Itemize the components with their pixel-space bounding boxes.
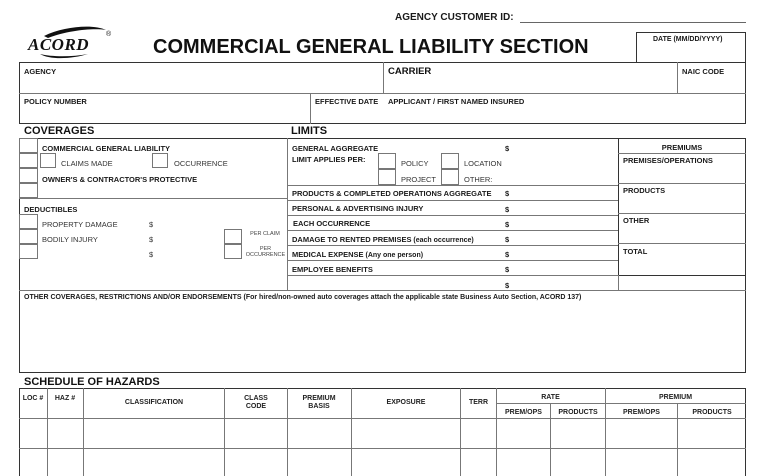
naic-code-input[interactable]	[680, 77, 743, 91]
premiums-title: PREMIUMS	[661, 143, 703, 152]
row2-terr-input[interactable]	[463, 452, 494, 474]
damage-rented-label: DAMAGE TO RENTED PREMISES (each occurrence)	[292, 235, 474, 244]
row2-loc-input[interactable]	[21, 452, 45, 474]
each-occurrence-dollar: $	[505, 220, 510, 229]
date-input[interactable]	[641, 46, 741, 60]
other-coverages-label: OTHER COVERAGES, RESTRICTIONS AND/OR ENDORSEMENTS (For hired/non-owned auto coverages attach the applicable state Business Auto Section, ACORD 137)	[24, 294, 582, 301]
agency-customer-id-input[interactable]	[520, 9, 746, 23]
date-box	[636, 32, 746, 63]
page-title: COMMERCIAL GENERAL LIABILITY SECTION	[153, 36, 589, 58]
premises-operations-label: PREMISES/OPERATIONS	[623, 156, 713, 165]
policy-number-label: POLICY NUMBER	[24, 97, 87, 106]
extra-limit-input[interactable]	[512, 278, 616, 290]
each-occurrence-label: EACH OCCURRENCE	[293, 219, 371, 228]
col-class-code: CLASS CODE	[244, 395, 268, 410]
row1-premium-prem-ops-input[interactable]	[608, 422, 675, 444]
schedule-of-hazards-title: SCHEDULE OF HAZARDS	[24, 376, 160, 388]
ocp-label: OWNER'S & CONTRACTOR'S PROTECTIVE	[42, 175, 198, 184]
other-coverages-textarea[interactable]	[23, 305, 743, 369]
carrier-label: CARRIER	[388, 66, 432, 77]
extra-limit-label-input[interactable]	[290, 278, 500, 290]
employee-benefits-dollar: $	[505, 265, 510, 274]
location-checkbox[interactable]	[441, 153, 459, 169]
cgl-sub-checkbox[interactable]	[19, 153, 38, 168]
products-completed-dollar: $	[505, 189, 510, 198]
deductible-other-amount-input[interactable]	[156, 247, 218, 259]
employee-benefits-label: EMPLOYEE BENEFITS	[292, 265, 373, 274]
effective-date-label: EFFECTIVE DATE	[315, 97, 379, 106]
col-premium-products: PRODUCTS	[692, 409, 732, 416]
per-claim-checkbox[interactable]	[224, 229, 242, 244]
col-rate-prem-ops: PREM/OPS	[505, 409, 542, 416]
col-terr: TERR	[468, 399, 489, 406]
premises-operations-input[interactable]	[622, 168, 742, 180]
row2-rate-products-input[interactable]	[553, 452, 603, 474]
personal-advertising-input[interactable]	[512, 202, 616, 214]
bodily-injury-label: BODILY INJURY	[42, 235, 98, 244]
acord-logo-text: ACORD	[28, 35, 90, 54]
row1-premium-products-input[interactable]	[680, 422, 744, 444]
policy-number-input[interactable]	[22, 107, 307, 121]
medical-expense-dollar: $	[505, 250, 510, 259]
col-rate: RATE	[541, 394, 560, 401]
col-classification: CLASSIFICATION	[124, 399, 184, 406]
policy-label: POLICY	[401, 159, 429, 168]
row2-classification-input[interactable]	[86, 452, 222, 474]
occurrence-checkbox[interactable]	[152, 153, 168, 168]
row2-premium-products-input[interactable]	[680, 452, 744, 474]
coverage-extra-checkbox[interactable]	[19, 183, 38, 198]
products-premium-label: PRODUCTS	[623, 186, 666, 195]
row2-exposure-input[interactable]	[354, 452, 458, 474]
row1-haz-input[interactable]	[50, 422, 81, 444]
effective-date-input[interactable]	[313, 107, 381, 121]
row2-premium-prem-ops-input[interactable]	[608, 452, 675, 474]
occurrence-label: OCCURRENCE	[174, 159, 228, 168]
damage-rented-input[interactable]	[512, 232, 616, 244]
products-completed-input[interactable]	[512, 187, 616, 199]
row1-rate-products-input[interactable]	[553, 422, 603, 444]
other-premium-input[interactable]	[622, 228, 742, 240]
damage-rented-dollar: $	[505, 235, 510, 244]
bodily-injury-checkbox[interactable]	[19, 229, 38, 244]
applicant-input[interactable]	[386, 107, 743, 121]
row2-premium-basis-input[interactable]	[290, 452, 349, 474]
policy-checkbox[interactable]	[378, 153, 396, 169]
col-exposure: EXPOSURE	[386, 399, 426, 406]
row2-rate-prem-ops-input[interactable]	[499, 452, 548, 474]
agency-input[interactable]	[22, 77, 380, 91]
agency-label: AGENCY	[24, 67, 57, 76]
row1-loc-input[interactable]	[21, 422, 45, 444]
deductible-other-dollar: $	[149, 250, 154, 259]
ocp-checkbox[interactable]	[19, 168, 38, 183]
employee-benefits-input[interactable]	[512, 262, 616, 274]
medical-expense-input[interactable]	[512, 247, 616, 259]
other-checkbox[interactable]	[441, 169, 459, 185]
agency-customer-id-label: AGENCY CUSTOMER ID:	[395, 12, 514, 23]
carrier-input[interactable]	[386, 77, 674, 91]
row1-terr-input[interactable]	[463, 422, 494, 444]
limit-applies-per-label: LIMIT APPLIES PER:	[292, 155, 366, 164]
personal-advertising-label: PERSONAL & ADVERTISING INJURY	[292, 204, 424, 213]
products-premium-input[interactable]	[622, 198, 742, 210]
coverages-title: COVERAGES	[24, 125, 95, 137]
medical-expense-label: MEDICAL EXPENSE (Any one person)	[292, 250, 424, 259]
row1-class-code-input[interactable]	[227, 422, 285, 444]
row1-classification-input[interactable]	[86, 422, 222, 444]
bodily-injury-dollar: $	[149, 235, 154, 244]
extra-limit-dollar: $	[505, 281, 510, 290]
claims-made-checkbox[interactable]	[40, 153, 56, 168]
personal-advertising-dollar: $	[505, 205, 510, 214]
acord-logo	[24, 26, 116, 60]
naic-code-label: NAIC CODE	[682, 67, 725, 76]
col-premium: PREMIUM	[658, 394, 693, 401]
limits-title: LIMITS	[291, 125, 328, 137]
total-premium-input[interactable]	[622, 259, 742, 271]
bodily-injury-amount-input[interactable]	[156, 232, 218, 244]
other-label: OTHER:	[464, 175, 493, 184]
row2-haz-input[interactable]	[50, 452, 81, 474]
deductibles-label: DEDUCTIBLES	[24, 205, 78, 214]
property-damage-label: PROPERTY DAMAGE	[42, 220, 118, 229]
row1-premium-basis-input[interactable]	[290, 422, 349, 444]
per-claim-label: PER CLAIM	[250, 231, 280, 237]
each-occurrence-input[interactable]	[512, 217, 616, 229]
per-occurrence-label: PER OCCURRENCE	[245, 246, 286, 258]
col-loc: LOC #	[22, 395, 44, 402]
total-premium-label: TOTAL	[623, 247, 648, 256]
project-checkbox[interactable]	[378, 169, 396, 185]
general-aggregate-dollar: $	[505, 144, 510, 153]
col-haz: HAZ #	[54, 395, 76, 402]
general-aggregate-input[interactable]	[512, 141, 616, 153]
other-limit-input[interactable]	[496, 172, 616, 184]
applicant-label: APPLICANT / FIRST NAMED INSURED	[388, 97, 525, 106]
row1-rate-prem-ops-input[interactable]	[499, 422, 548, 444]
cgl-checkbox[interactable]	[19, 138, 38, 153]
row2-class-code-input[interactable]	[227, 452, 285, 474]
project-label: PROJECT	[401, 175, 437, 184]
general-aggregate-label: GENERAL AGGREGATE	[292, 144, 379, 153]
deductible-other-checkbox[interactable]	[19, 244, 38, 259]
property-damage-checkbox[interactable]	[19, 214, 38, 229]
col-premium-basis: PREMIUM BASIS	[302, 395, 336, 410]
col-rate-products: PRODUCTS	[558, 409, 598, 416]
property-damage-dollar: $	[149, 220, 154, 229]
property-damage-amount-input[interactable]	[156, 217, 218, 229]
date-label: DATE (MM/DD/YYYY)	[653, 36, 723, 43]
other-premium-label: OTHER	[623, 216, 650, 225]
registered-mark: ®	[106, 31, 112, 38]
claims-made-label: CLAIMS MADE	[61, 159, 113, 168]
per-occurrence-checkbox[interactable]	[224, 244, 242, 259]
row1-exposure-input[interactable]	[354, 422, 458, 444]
cgl-label: COMMERCIAL GENERAL LIABILITY	[42, 144, 171, 153]
col-premium-prem-ops: PREM/OPS	[623, 409, 660, 416]
products-completed-label: PRODUCTS & COMPLETED OPERATIONS AGGREGATE	[292, 189, 492, 198]
location-label: LOCATION	[464, 159, 502, 168]
